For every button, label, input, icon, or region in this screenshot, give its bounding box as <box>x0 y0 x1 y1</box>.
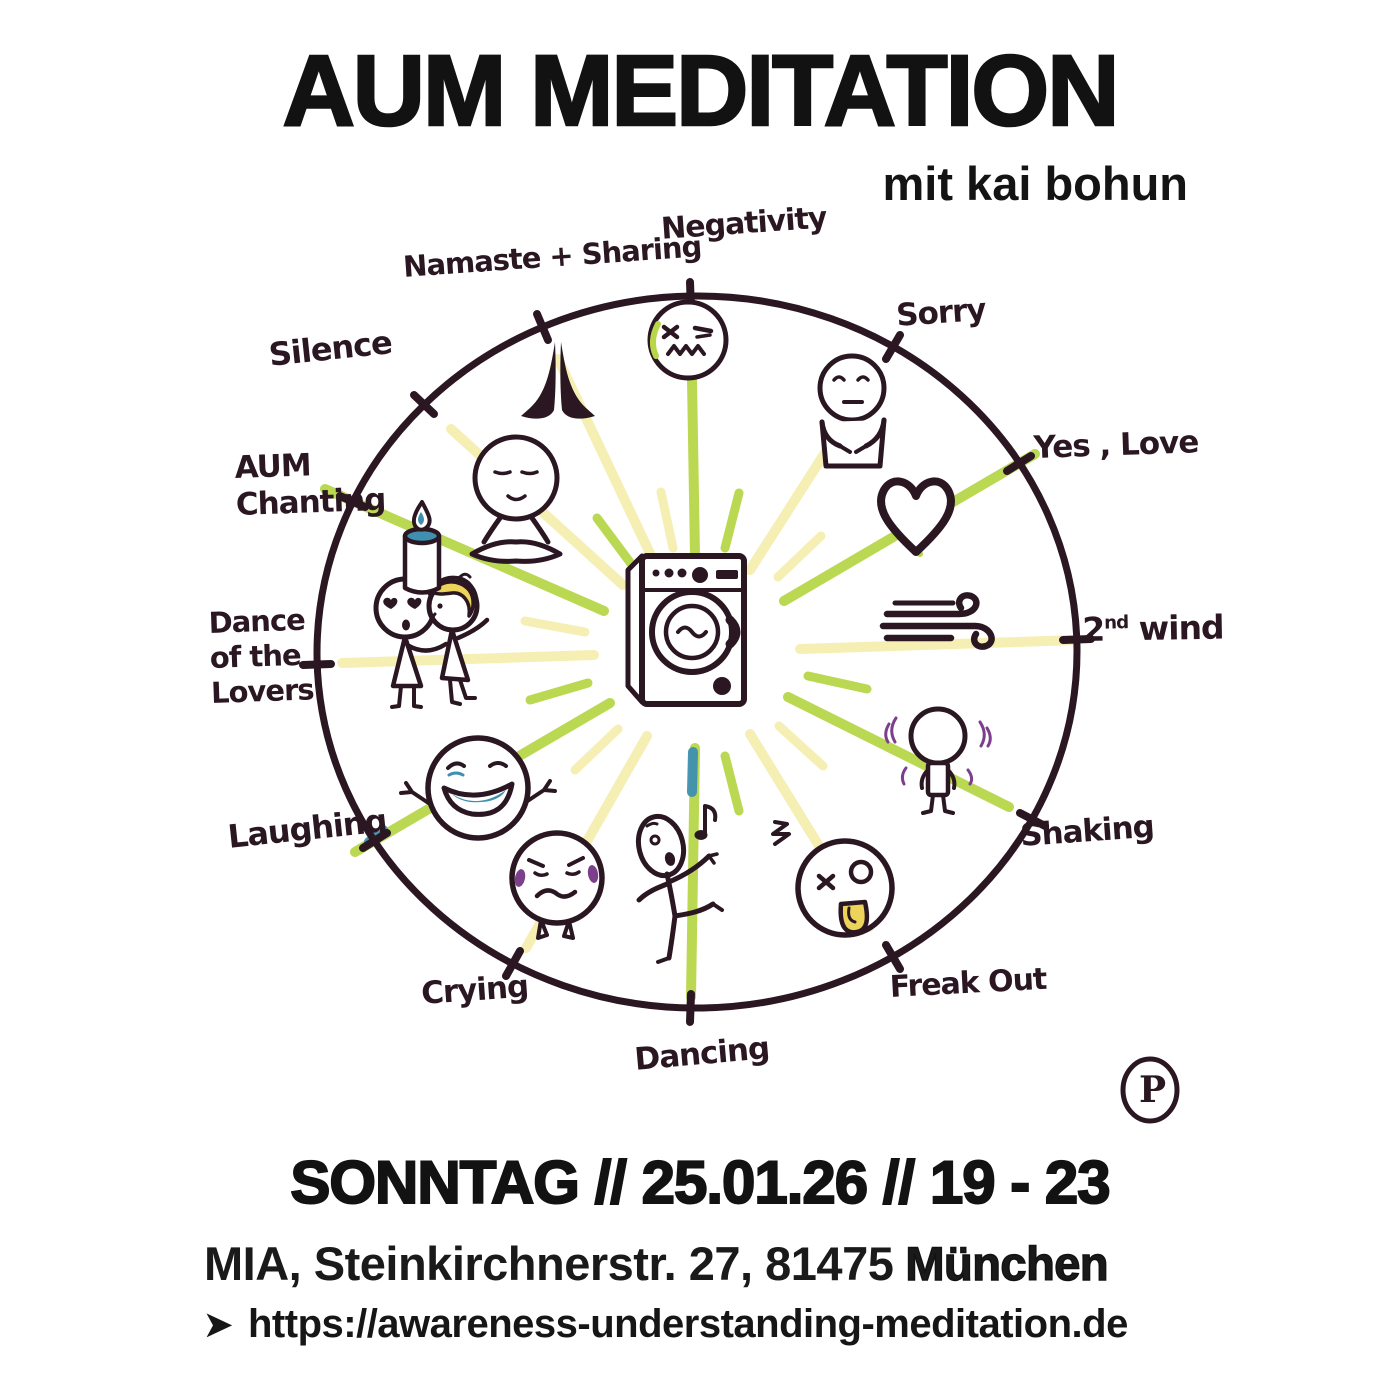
shaking-person-icon <box>886 709 991 813</box>
signature-letter: P <box>1139 1069 1167 1111</box>
label-dancing: Dancing <box>633 1030 771 1078</box>
event-date-time: SONNTAG // 25.01.26 // 19 - 23 <box>290 1149 1110 1216</box>
poster-subtitle: mit kai bohun <box>882 157 1188 210</box>
label-negativity: Negativity <box>660 200 828 247</box>
label-freak-out: Freak Out <box>889 961 1048 1005</box>
label-dance-of-the-lovers: Dance of the Lovers <box>208 602 315 710</box>
label-2nd-wind: 2nd wind <box>1082 607 1224 649</box>
dancing-person-icon <box>632 806 722 962</box>
praying-hands-icon <box>521 342 595 419</box>
website-line <box>204 1302 1128 1347</box>
label-namaste-sharing: Namaste + Sharing <box>402 229 703 284</box>
freak-out-face-icon <box>773 822 892 935</box>
label-aum-chanting: AUM Chanting <box>234 447 386 524</box>
address-street: MIA, Steinkirchnerstr. 27, 81475 <box>204 1237 894 1290</box>
grumpy-face-icon <box>650 302 726 378</box>
poster-title: AUM MEDITATION <box>282 35 1118 147</box>
label-laughing: Laughing <box>226 801 389 856</box>
wind-gust-icon <box>883 595 992 646</box>
label-silence: Silence <box>267 323 394 374</box>
washing-machine-icon <box>628 556 744 704</box>
label-yes-love: Yes , Love <box>1033 424 1199 466</box>
address-city: München <box>905 1237 1109 1290</box>
label-sorry: Sorry <box>895 291 987 334</box>
label-shaking: Shaking <box>1019 808 1156 854</box>
event-address <box>204 1236 1108 1291</box>
candle-icon <box>405 502 439 593</box>
meditating-person-icon <box>472 437 560 561</box>
artist-signature <box>1123 1059 1177 1121</box>
website-url: https://awareness-understanding-meditation.de <box>248 1302 1128 1346</box>
label-crying: Crying <box>420 968 530 1012</box>
arrow-right-icon: ➤ <box>204 1305 232 1344</box>
dancing-couple-icon <box>376 574 487 707</box>
crying-face-icon <box>512 833 602 938</box>
apologizing-person-icon <box>820 356 884 466</box>
